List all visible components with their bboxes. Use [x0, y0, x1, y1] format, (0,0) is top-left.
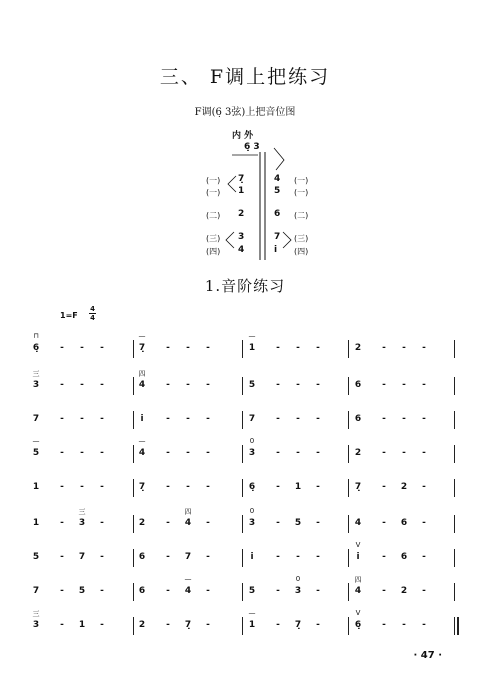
key-signature: 1=F — [60, 311, 78, 320]
fingering-mark: 三 — [78, 508, 86, 516]
dash-beat: - — [166, 586, 170, 596]
note: 3 — [248, 518, 256, 528]
fingering-mark: 三 — [32, 370, 40, 378]
note: 1 — [32, 518, 40, 528]
time-top: 4 — [90, 305, 95, 313]
barline — [133, 445, 134, 463]
dash-beat: - — [206, 586, 210, 596]
dash-beat: - — [206, 552, 210, 562]
barline — [454, 617, 455, 635]
dash-beat: - — [166, 482, 170, 492]
note: 7 — [32, 586, 40, 596]
diagram-left-note: 3 — [238, 232, 245, 242]
dash-beat: - — [316, 380, 320, 390]
dash-beat: - — [316, 620, 320, 630]
barline — [454, 515, 455, 533]
fingering-mark: 四 — [184, 508, 192, 516]
note: 1 — [248, 620, 256, 630]
note: 7̣ — [184, 620, 192, 630]
dash-beat: - — [382, 482, 386, 492]
barline — [348, 445, 349, 463]
dash-beat: - — [80, 448, 84, 458]
note: 2 — [354, 343, 362, 353]
barline — [454, 377, 455, 395]
note: 1 — [248, 343, 256, 353]
fingering-mark: — — [138, 437, 146, 445]
note: 6̣ — [32, 343, 40, 353]
note: 5 — [78, 586, 86, 596]
fingering-mark: V — [355, 541, 361, 549]
dash-beat: - — [422, 518, 426, 528]
note: 1 — [78, 620, 86, 630]
dash-beat: - — [80, 482, 84, 492]
note: 3 — [32, 620, 40, 630]
barline — [348, 411, 349, 429]
dash-beat: - — [186, 380, 190, 390]
dash-beat: - — [402, 414, 406, 424]
barline — [133, 583, 134, 601]
note: 5 — [294, 518, 302, 528]
note: 4 — [354, 518, 362, 528]
dash-beat: - — [60, 518, 64, 528]
note: 6 — [400, 552, 408, 562]
section-title: 1.音阶练习 — [204, 277, 286, 295]
dash-beat: - — [316, 518, 320, 528]
dash-beat: - — [382, 518, 386, 528]
dash-beat: - — [206, 620, 210, 630]
note: 6 — [354, 380, 362, 390]
dash-beat: - — [422, 482, 426, 492]
dash-beat: - — [276, 380, 280, 390]
dash-beat: - — [296, 343, 300, 353]
dash-beat: - — [316, 414, 320, 424]
fingering-mark: — — [184, 575, 192, 583]
diagram-left-note: 4 — [238, 245, 245, 255]
diagram-header: 内 外 — [232, 131, 254, 141]
dash-beat: - — [382, 620, 386, 630]
dash-beat: - — [276, 343, 280, 353]
note: 2 — [400, 586, 408, 596]
dash-beat: - — [100, 343, 104, 353]
note: 7 — [184, 552, 192, 562]
barline — [454, 445, 455, 463]
dash-beat: - — [402, 620, 406, 630]
final-barline — [457, 617, 459, 635]
diagram-left-note: 1 — [238, 186, 245, 196]
dash-beat: - — [80, 343, 84, 353]
dash-beat: - — [166, 620, 170, 630]
dash-beat: - — [166, 414, 170, 424]
dash-beat: - — [382, 343, 386, 353]
barline — [242, 479, 243, 497]
barline — [348, 377, 349, 395]
note: 7̣ — [138, 482, 146, 492]
dash-beat: - — [316, 552, 320, 562]
dash-beat: - — [206, 414, 210, 424]
dash-beat: - — [276, 482, 280, 492]
note: 5 — [248, 380, 256, 390]
barline — [454, 340, 455, 358]
dash-beat: - — [60, 380, 64, 390]
note: 1 — [32, 482, 40, 492]
dash-beat: - — [100, 552, 104, 562]
dash-beat: - — [186, 448, 190, 458]
note: 2 — [138, 620, 146, 630]
dash-beat: - — [422, 380, 426, 390]
barline — [242, 583, 243, 601]
barline — [454, 479, 455, 497]
diagram-right-note: 6 — [274, 209, 281, 219]
fingering-mark: V — [355, 609, 361, 617]
dash-beat: - — [206, 448, 210, 458]
time-bottom: 4 — [90, 314, 95, 322]
dash-beat: - — [186, 414, 190, 424]
fingering-mark: 0 — [295, 575, 301, 583]
dash-beat: - — [422, 552, 426, 562]
note: i — [356, 552, 360, 562]
diagram-left-mark: (一) — [206, 176, 221, 185]
diagram-right-mark: (二) — [294, 211, 309, 220]
note: 6 — [400, 518, 408, 528]
diagram-left-mark: (三) — [206, 234, 221, 243]
note: 5 — [32, 552, 40, 562]
note: 5 — [32, 448, 40, 458]
dash-beat: - — [296, 380, 300, 390]
dash-beat: - — [296, 552, 300, 562]
note: 2 — [354, 448, 362, 458]
dash-beat: - — [382, 380, 386, 390]
barline — [133, 549, 134, 567]
dash-beat: - — [100, 586, 104, 596]
dash-beat: - — [60, 343, 64, 353]
diagram-left-note: 7̣ — [238, 174, 245, 184]
note: 3 — [248, 448, 256, 458]
page-number: · 47 · — [413, 650, 442, 661]
barline — [133, 617, 134, 635]
diagram-left-mark: (一) — [206, 188, 221, 197]
dash-beat: - — [316, 482, 320, 492]
barline — [242, 515, 243, 533]
diagram-left-mark: (四) — [206, 247, 221, 256]
diagram-right-note: 5 — [274, 186, 281, 196]
dash-beat: - — [276, 620, 280, 630]
barline — [133, 515, 134, 533]
dash-beat: - — [296, 448, 300, 458]
note: 7 — [248, 414, 256, 424]
barline — [133, 411, 134, 429]
dash-beat: - — [206, 518, 210, 528]
fingering-mark: — — [248, 332, 256, 340]
note: 4 — [138, 380, 146, 390]
dash-beat: - — [80, 414, 84, 424]
note: 6̣ — [248, 482, 256, 492]
fingering-mark: — — [248, 609, 256, 617]
diagram-right-mark: (一) — [294, 176, 309, 185]
note: 4 — [138, 448, 146, 458]
barline — [454, 411, 455, 429]
dash-beat: - — [402, 343, 406, 353]
diagram-left-note: 2 — [238, 209, 245, 219]
barline — [348, 549, 349, 567]
dash-beat: - — [382, 552, 386, 562]
note: 6 — [138, 552, 146, 562]
dash-beat: - — [166, 380, 170, 390]
barline — [348, 479, 349, 497]
dash-beat: - — [166, 518, 170, 528]
dash-beat: - — [382, 448, 386, 458]
note: 7̣ — [294, 620, 302, 630]
barline — [242, 340, 243, 358]
dash-beat: - — [166, 448, 170, 458]
barline — [242, 377, 243, 395]
dash-beat: - — [276, 414, 280, 424]
dash-beat: - — [382, 586, 386, 596]
dash-beat: - — [382, 414, 386, 424]
note: 6 — [354, 414, 362, 424]
diagram-left-mark: (二) — [206, 211, 221, 220]
dash-beat: - — [100, 482, 104, 492]
dash-beat: - — [316, 448, 320, 458]
dash-beat: - — [316, 586, 320, 596]
dash-beat: - — [100, 448, 104, 458]
barline — [242, 411, 243, 429]
diagram-caption: F调(6̣ 3弦)上把音位图 — [194, 107, 296, 118]
barline — [133, 479, 134, 497]
fingering-mark: 四 — [138, 370, 146, 378]
fingering-mark: 三 — [32, 610, 40, 618]
barline — [348, 515, 349, 533]
note: 7̣ — [354, 482, 362, 492]
dash-beat: - — [100, 620, 104, 630]
dash-beat: - — [186, 343, 190, 353]
fingering-mark: 0 — [249, 507, 255, 515]
note: 6̣ — [354, 620, 362, 630]
diagram-right-mark: (三) — [294, 234, 309, 243]
note: 3 — [294, 586, 302, 596]
barline — [133, 340, 134, 358]
page-title: 三、 F调上把练习 — [159, 66, 331, 88]
note: 7̣ — [138, 343, 146, 353]
barline — [454, 583, 455, 601]
dash-beat: - — [422, 448, 426, 458]
note: 5 — [248, 586, 256, 596]
dash-beat: - — [60, 620, 64, 630]
dash-beat: - — [166, 552, 170, 562]
barline — [242, 617, 243, 635]
dash-beat: - — [60, 586, 64, 596]
dash-beat: - — [422, 414, 426, 424]
dash-beat: - — [206, 482, 210, 492]
note: 4 — [184, 586, 192, 596]
dash-beat: - — [206, 380, 210, 390]
dash-beat: - — [422, 620, 426, 630]
note: 6 — [138, 586, 146, 596]
fingering-mark: 四 — [354, 576, 362, 584]
dash-beat: - — [402, 448, 406, 458]
barline — [242, 549, 243, 567]
dash-beat: - — [276, 586, 280, 596]
diagram-right-mark: (一) — [294, 188, 309, 197]
dash-beat: - — [60, 482, 64, 492]
fingering-mark: 0 — [249, 437, 255, 445]
dash-beat: - — [186, 482, 190, 492]
note: 3 — [32, 380, 40, 390]
dash-beat: - — [276, 448, 280, 458]
dash-beat: - — [100, 414, 104, 424]
barline — [348, 617, 349, 635]
barline — [242, 445, 243, 463]
dash-beat: - — [206, 343, 210, 353]
fingering-mark: ⊓ — [33, 332, 39, 340]
note: 4 — [354, 586, 362, 596]
fingering-mark: — — [138, 332, 146, 340]
dash-beat: - — [402, 380, 406, 390]
note: 1 — [294, 482, 302, 492]
note: i — [250, 552, 254, 562]
barline — [133, 377, 134, 395]
barline — [348, 583, 349, 601]
dash-beat: - — [60, 552, 64, 562]
note: 4 — [184, 518, 192, 528]
fingering-mark: — — [32, 437, 40, 445]
dash-beat: - — [100, 380, 104, 390]
note: 2 — [400, 482, 408, 492]
dash-beat: - — [276, 518, 280, 528]
note: 7 — [78, 552, 86, 562]
diagram-right-note: 7 — [274, 232, 281, 242]
dash-beat: - — [80, 380, 84, 390]
barline — [454, 549, 455, 567]
diagram-right-note: i — [274, 245, 278, 255]
barline — [348, 340, 349, 358]
dash-beat: - — [60, 414, 64, 424]
dash-beat: - — [100, 518, 104, 528]
diagram-right-note: 4 — [274, 174, 281, 184]
dash-beat: - — [422, 343, 426, 353]
dash-beat: - — [60, 448, 64, 458]
diagram-open-strings: 6̣ 3 — [244, 142, 260, 152]
dash-beat: - — [276, 552, 280, 562]
note: 2 — [138, 518, 146, 528]
note: 3 — [78, 518, 86, 528]
dash-beat: - — [422, 586, 426, 596]
dash-beat: - — [316, 343, 320, 353]
note: 7 — [32, 414, 40, 424]
note: i — [140, 414, 144, 424]
diagram-right-mark: (四) — [294, 247, 309, 256]
dash-beat: - — [166, 343, 170, 353]
dash-beat: - — [296, 414, 300, 424]
